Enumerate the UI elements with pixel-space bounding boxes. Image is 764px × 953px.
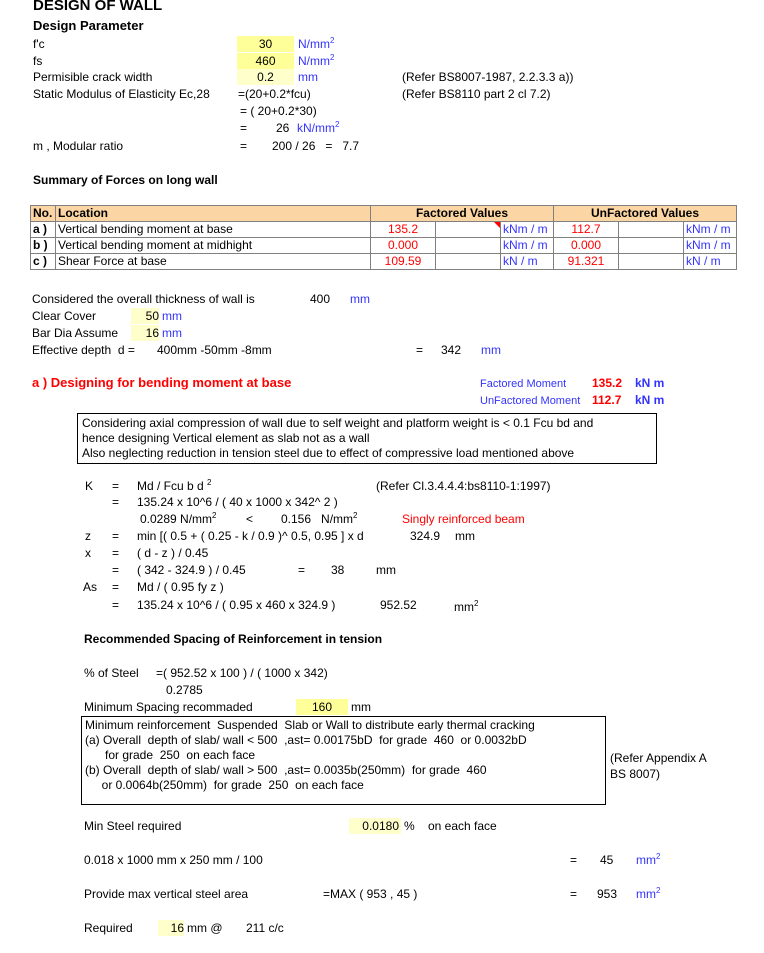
row-location[interactable]: Shear Force at base — [56, 254, 371, 270]
cover-label: Clear Cover — [32, 309, 97, 323]
table-row — [31, 254, 737, 270]
crack-width-value-cell[interactable]: 0.2 — [237, 69, 294, 85]
max-steel-label: Provide max vertical steel area — [84, 887, 249, 901]
thickness-unit: mm — [350, 292, 370, 306]
bar-dia-unit: mm — [162, 326, 182, 340]
ec-value: 26 — [276, 121, 290, 135]
required-unit: mm @ — [187, 921, 223, 935]
table-row — [31, 238, 737, 254]
row-unfactored-value[interactable]: 91.321 — [554, 254, 619, 270]
required-label: Required — [84, 921, 133, 935]
appendix-reference-line1: (Refer Appendix A — [610, 751, 707, 765]
k-substitution: 135.24 x 10^6 / ( 40 x 1000 x 342^ 2 ) — [137, 495, 338, 509]
row-unfactored-unit: kN / m — [684, 254, 737, 270]
k-formula: Md / Fcu b d $^2$ — [137, 478, 212, 493]
ec-formula: =(20+0.2*fcu) — [238, 87, 311, 101]
steel-percent-label: % of Steel — [84, 666, 139, 680]
unfactored-moment-unit: kN m — [635, 393, 665, 407]
z-value: 324.9 — [410, 529, 441, 543]
min-steel-area: 45 — [600, 853, 614, 867]
min-steel-equals: = — [570, 853, 578, 867]
fs-label: fs — [33, 54, 43, 68]
bar-dia-label: Bar Dia Assume — [32, 326, 119, 340]
box-line: or 0.0064b(250mm) for grade 250 on each face — [85, 778, 364, 792]
box-line: (b) Overall depth of slab/ wall > 500 ,ast= 0.0035b(250mm) for grade 460 — [85, 763, 487, 777]
max-steel-equals: = — [570, 887, 578, 901]
box-line: for grade 250 on each face — [85, 748, 256, 762]
effective-depth-value: 342 — [441, 343, 462, 357]
thickness-value: 400 — [310, 292, 331, 306]
row-location[interactable]: Vertical bending moment at midhight — [56, 238, 371, 254]
row-factored-value[interactable]: 0.000 — [371, 238, 436, 254]
effective-depth-label: Effective depth d = — [32, 343, 135, 357]
x-unit: mm — [376, 563, 396, 577]
x-equals: = — [112, 546, 120, 560]
min-steel-unit: % — [404, 819, 415, 833]
page-title: DESIGN OF WALL — [33, 0, 163, 14]
row-no: c ) — [31, 254, 56, 270]
box-spacer — [85, 793, 602, 803]
row-factored-unit: kNm / m — [501, 238, 554, 254]
note-line: Considering axial compression of wall due to self weight and platform weight is < 0.1 Fcu bd and — [82, 416, 594, 430]
empty-cell — [436, 238, 501, 254]
factored-moment-value: 135.2 — [592, 376, 623, 390]
fc-value-cell[interactable]: 30 — [237, 36, 294, 52]
x-sub-equals: = — [112, 563, 120, 577]
comment-indicator[interactable] — [436, 222, 501, 238]
note-line: Also neglecting reduction in tension steel due to effect of compressive load mentioned above — [82, 446, 575, 460]
bar-dia-value-cell[interactable]: 16 — [131, 325, 159, 341]
fs-unit: $N/mm^2$ — [298, 53, 335, 68]
cover-unit: mm — [162, 309, 182, 323]
effective-depth-equals: = — [416, 343, 424, 357]
row-factored-value[interactable]: 135.2 — [371, 222, 436, 238]
modular-ratio-label: m , Modular ratio — [33, 139, 124, 153]
k-symbol: K — [85, 479, 94, 493]
row-unfactored-unit: kNm / m — [684, 238, 737, 254]
max-steel-area-unit: $mm^2$ — [636, 886, 661, 901]
crack-width-label: Permisible crack width — [33, 70, 153, 84]
min-steel-label: Min Steel required — [84, 819, 182, 833]
modular-ratio-value: 200 / 26 = 7.7 — [272, 139, 360, 153]
k-value: 0.0289 $N/mm^2$ — [140, 511, 217, 526]
ec-substitution: = ( 20+0.2*30) — [240, 104, 317, 118]
x-result-equals: = — [298, 563, 306, 577]
k-limit: 0.156 $N/mm^2$ — [281, 511, 358, 526]
as-equals: = — [112, 580, 120, 594]
z-formula: min [( 0.5 + ( 0.25 - k / 0.9 )^ 0.5, 0.95 ] x d — [137, 529, 364, 543]
min-steel-value-cell[interactable]: 0.0180 — [349, 818, 401, 834]
max-steel-area: 953 — [597, 887, 618, 901]
row-no: b ) — [31, 238, 56, 254]
empty-cell — [436, 254, 501, 270]
max-steel-formula: =MAX ( 953 , 45 ) — [323, 887, 418, 901]
row-unfactored-value[interactable]: 0.000 — [554, 238, 619, 254]
min-steel-area-unit: $mm^2$ — [636, 852, 661, 867]
ec-equals: = — [240, 121, 248, 135]
empty-cell — [619, 222, 684, 238]
effective-depth-expression: 400mm -50mm -8mm — [157, 343, 272, 357]
empty-cell — [619, 238, 684, 254]
effective-depth-unit: mm — [481, 343, 501, 357]
factored-moment-label: Factored Moment — [480, 378, 567, 390]
unfactored-moment-value: 112.7 — [592, 393, 622, 407]
k-equals: = — [112, 479, 120, 493]
fs-value-cell[interactable]: 460 — [237, 53, 294, 69]
row-factored-unit: kNm / m — [501, 222, 554, 238]
k-sub-equals: = — [112, 495, 120, 509]
as-formula: Md / ( 0.95 fy z ) — [137, 580, 224, 594]
table-row — [31, 222, 737, 238]
header-unfactored: UnFactored Values — [554, 206, 737, 222]
crack-width-reference: (Refer BS8007-1987, 2.2.3.3 a)) — [402, 70, 574, 84]
steel-percent-formula: =( 952.52 x 100 ) / ( 1000 x 342) — [156, 666, 328, 680]
min-steel-calculation: 0.018 x 1000 mm x 250 mm / 100 — [84, 853, 263, 867]
spacing-heading: Recommended Spacing of Reinforcement in tension — [84, 632, 383, 646]
section-a-heading: a ) Designing for bending moment at base — [32, 375, 292, 390]
x-symbol: x — [85, 546, 91, 560]
as-symbol: As — [83, 580, 98, 594]
box-line: Minimum reinforcement Suspended Slab or Wall to distribute early thermal cracking — [85, 718, 535, 732]
min-spacing-label: Minimum Spacing recommaded — [84, 700, 253, 714]
fc-label: f'c — [33, 37, 45, 51]
unfactored-moment-label: UnFactored Moment — [480, 395, 581, 407]
forces-table-header — [31, 206, 737, 222]
row-factored-unit: kN / m — [501, 254, 554, 270]
row-unfactored-value[interactable]: 112.7 — [554, 222, 619, 238]
as-unit: $mm^2$ — [454, 599, 479, 614]
appendix-reference-line2: BS 8007) — [610, 767, 661, 781]
k-result: Singly reinforced beam — [402, 512, 525, 526]
modular-ratio-equals: = — [240, 139, 248, 153]
z-unit: mm — [455, 529, 475, 543]
min-spacing-unit: mm — [351, 700, 371, 714]
ec-reference: (Refer BS8110 part 2 cl 7.2) — [402, 87, 551, 101]
z-equals: = — [112, 529, 120, 543]
fc-unit: $N/mm^2$ — [298, 36, 335, 51]
forces-table — [30, 205, 737, 270]
x-formula: ( d - z ) / 0.45 — [137, 546, 209, 560]
min-spacing-value-cell[interactable]: 160 — [296, 699, 348, 715]
min-steel-suffix: on each face — [428, 819, 497, 833]
required-bar-dia-cell[interactable]: 16 — [158, 920, 184, 936]
crack-width-unit: mm — [298, 70, 318, 84]
z-symbol: z — [85, 529, 91, 543]
empty-cell — [619, 254, 684, 270]
summary-heading: Summary of Forces on long wall — [33, 173, 218, 187]
row-factored-value[interactable]: 109.59 — [371, 254, 436, 270]
as-substitution: 135.24 x 10^6 / ( 0.95 x 460 x 324.9 ) — [137, 598, 336, 612]
row-no: a ) — [31, 222, 56, 238]
factored-moment-unit: kN m — [635, 376, 665, 390]
header-location: Location — [56, 206, 371, 222]
row-unfactored-unit: kNm / m — [684, 222, 737, 238]
header-no: No. — [31, 206, 56, 222]
as-sub-equals: = — [112, 598, 120, 612]
design-note-box — [77, 413, 657, 464]
header-factored: Factored Values — [371, 206, 554, 222]
required-spacing: 211 c/c — [246, 921, 284, 935]
thickness-label: Considered the overall thickness of wall is — [32, 292, 255, 306]
note-line: hence designing Vertical element as slab not as a wall — [82, 431, 370, 445]
cover-value-cell[interactable]: 50 — [131, 308, 159, 324]
k-less-than: < — [246, 512, 254, 526]
ec-unit: $kN/mm^2$ — [297, 120, 340, 135]
row-location[interactable]: Vertical bending moment at base — [56, 222, 371, 238]
steel-percent-value: 0.2785 — [166, 683, 203, 697]
x-value: 38 — [331, 563, 345, 577]
design-parameter-heading: Design Parameter — [33, 18, 144, 33]
min-reinforcement-box — [81, 716, 606, 805]
ec-label: Static Modulus of Elasticity Ec,28 — [33, 87, 210, 101]
x-substitution: ( 342 - 324.9 ) / 0.45 — [137, 563, 246, 577]
as-value: 952.52 — [380, 598, 417, 612]
k-reference: (Refer Cl.3.4.4.4:bs8110-1:1997) — [376, 479, 551, 493]
box-line: (a) Overall depth of slab/ wall < 500 ,ast= 0.00175bD for grade 460 or 0.0032bD — [85, 733, 527, 747]
